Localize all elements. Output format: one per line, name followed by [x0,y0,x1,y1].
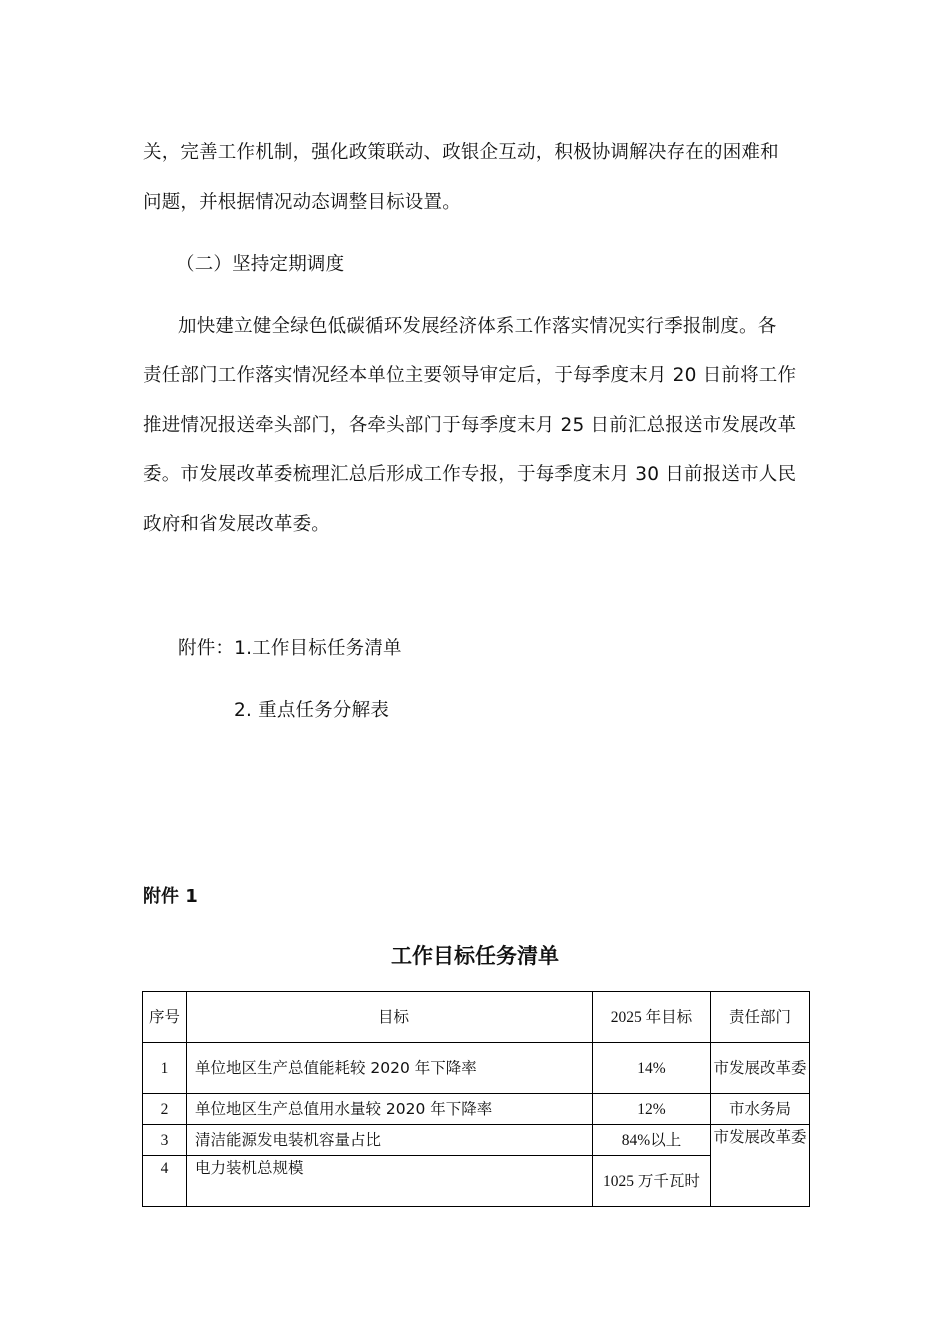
row-no: 3 [143,1125,187,1156]
row-goal: 电力装机总规模 [187,1156,593,1207]
row-target: 14% [593,1043,711,1094]
row-dept: 市水务局 [711,1094,810,1125]
row-no: 2 [143,1094,187,1125]
attachment-item-2: 2. 重点任务分解表 [234,700,390,721]
row-dept: 市发展改革委 [711,1043,810,1094]
paragraph-line: 委。市发展改革委梳理汇总后形成工作专报，于每季度末月 30 日前报送市人民 [143,464,797,485]
appendix-label: 附件 1 [143,886,198,907]
paragraph-line: 推进情况报送牵头部门，各牵头部门于每季度末月 25 日前汇总报送市发展改革 [143,415,797,436]
table-title: 工作目标任务清单 [391,944,559,968]
header-no: 序号 [143,992,187,1043]
row-goal: 单位地区生产总值能耗较 2020 年下降率 [187,1043,593,1094]
table-header-row [143,992,810,1043]
row-target: 84%以上 [593,1125,711,1156]
table-row [143,1043,810,1094]
header-dept: 责任部门 [711,992,810,1043]
paragraph-line: 加快建立健全绿色低碳循环发展经济体系工作落实情况实行季报制度。各 [178,316,777,337]
header-goal: 目标 [187,992,593,1043]
attachment-item-1: 附件：1.工作目标任务清单 [178,638,402,659]
paragraph-line: 政府和省发展改革委。 [143,514,331,535]
header-target: 2025 年目标 [593,992,711,1043]
table-row [143,1125,810,1156]
task-table [142,991,810,1207]
paragraph-line: 关，完善工作机制，强化政策联动、政银企互动，积极协调解决存在的困难和 [143,142,779,163]
row-no: 4 [143,1156,187,1207]
row-goal: 单位地区生产总值用水量较 2020 年下降率 [187,1094,593,1125]
paragraph-line: 问题，并根据情况动态调整目标设置。 [143,192,461,213]
row-goal: 清洁能源发电装机容量占比 [187,1125,593,1156]
row-target: 12% [593,1094,711,1125]
table-row [143,1094,810,1125]
table-row [143,1156,810,1207]
row-target: 1025 万千瓦时 [593,1156,711,1207]
row-dept: 市发展改革委 [711,1125,810,1207]
section-heading: （二）坚持定期调度 [176,254,345,275]
paragraph-line: 责任部门工作落实情况经本单位主要领导审定后，于每季度末月 20 日前将工作 [143,365,797,386]
row-no: 1 [143,1043,187,1094]
